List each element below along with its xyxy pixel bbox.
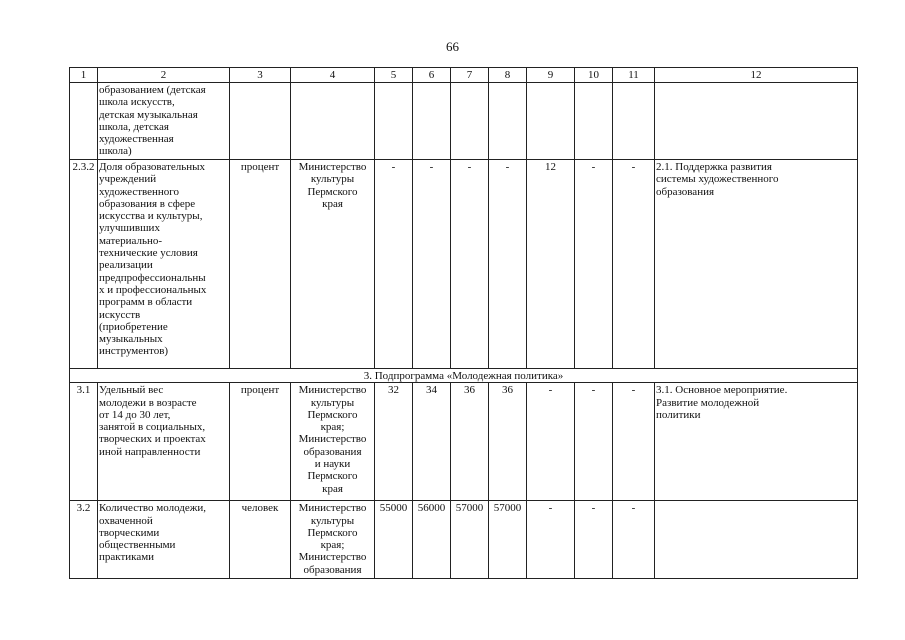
section-title: 3. Подпрограмма «Молодежная политика» xyxy=(70,369,858,383)
header-cell-9: 9 xyxy=(527,68,575,83)
executor-cell xyxy=(291,83,375,160)
table-row xyxy=(70,383,858,501)
header-row xyxy=(70,68,858,83)
value-cell: 57000 xyxy=(451,501,489,579)
value-cell: 55000 xyxy=(375,501,413,579)
event-cell: 3.1. Основное мероприятие. Развитие молодежной политики xyxy=(655,383,858,501)
unit-cell: человек xyxy=(230,501,291,579)
value-cell xyxy=(375,83,413,160)
value-cell: - xyxy=(575,160,613,369)
value-cell: - xyxy=(527,501,575,579)
table-row xyxy=(70,501,858,579)
header-cell-1: 1 xyxy=(70,68,98,83)
value-cell xyxy=(527,83,575,160)
header-cell-8: 8 xyxy=(489,68,527,83)
value-cell: - xyxy=(575,501,613,579)
executor-cell: Министерство культуры Пермского края; Министерство образования и науки Пермского края xyxy=(291,383,375,501)
value-cell: - xyxy=(613,383,655,501)
value-cell: 34 xyxy=(413,383,451,501)
executor-cell: Министерство культуры Пермского края; Министерство образования xyxy=(291,501,375,579)
row-number-cell: 3.1 xyxy=(70,383,98,501)
value-cell: - xyxy=(575,383,613,501)
value-cell: - xyxy=(489,160,527,369)
value-cell: - xyxy=(613,160,655,369)
section-row xyxy=(70,369,858,383)
event-cell xyxy=(655,83,858,160)
table-row xyxy=(70,83,858,160)
value-cell xyxy=(413,83,451,160)
header-cell-7: 7 xyxy=(451,68,489,83)
value-cell: - xyxy=(413,160,451,369)
value-cell: 36 xyxy=(451,383,489,501)
unit-cell: процент xyxy=(230,160,291,369)
value-cell: 12 xyxy=(527,160,575,369)
value-cell: - xyxy=(375,160,413,369)
value-cell xyxy=(451,83,489,160)
unit-cell xyxy=(230,83,291,160)
unit-cell: процент xyxy=(230,383,291,501)
value-cell xyxy=(613,83,655,160)
header-cell-5: 5 xyxy=(375,68,413,83)
indicator-name-cell: Количество молодежи, охваченной творческими общественными практиками xyxy=(98,501,230,579)
value-cell xyxy=(575,83,613,160)
header-cell-6: 6 xyxy=(413,68,451,83)
indicator-name-cell: образованием (детская школа искусств, детская музыкальная школа, детская художественная школа) xyxy=(98,83,230,160)
value-cell: 56000 xyxy=(413,501,451,579)
value-cell: 57000 xyxy=(489,501,527,579)
page-number: 66 xyxy=(446,39,459,54)
header-cell-2: 2 xyxy=(98,68,230,83)
header-cell-3: 3 xyxy=(230,68,291,83)
header-cell-12: 12 xyxy=(655,68,858,83)
value-cell: - xyxy=(613,501,655,579)
indicator-name-cell: Доля образовательных учреждений художественного образования в сфере искусства и культуры, улучшивших материально- технические условия реализации предпрофессиональны х и профессиональных программ в области искусств (приобретение музыкальных инструментов) xyxy=(98,160,230,369)
row-number-cell xyxy=(70,83,98,160)
value-cell xyxy=(489,83,527,160)
header-cell-10: 10 xyxy=(575,68,613,83)
event-cell xyxy=(655,501,858,579)
header-cell-11: 11 xyxy=(613,68,655,83)
indicators-table xyxy=(69,67,858,579)
event-cell: 2.1. Поддержка развития системы художественного образования xyxy=(655,160,858,369)
row-number-cell: 3.2 xyxy=(70,501,98,579)
executor-cell: Министерство культуры Пермского края xyxy=(291,160,375,369)
header-cell-4: 4 xyxy=(291,68,375,83)
indicator-name-cell: Удельный вес молодежи в возрасте от 14 до 30 лет, занятой в социальных, творческих и проектах иной направленности xyxy=(98,383,230,501)
value-cell: - xyxy=(527,383,575,501)
table-row xyxy=(70,160,858,369)
value-cell: 32 xyxy=(375,383,413,501)
row-number-cell: 2.3.2 xyxy=(70,160,98,369)
value-cell: - xyxy=(451,160,489,369)
value-cell: 36 xyxy=(489,383,527,501)
